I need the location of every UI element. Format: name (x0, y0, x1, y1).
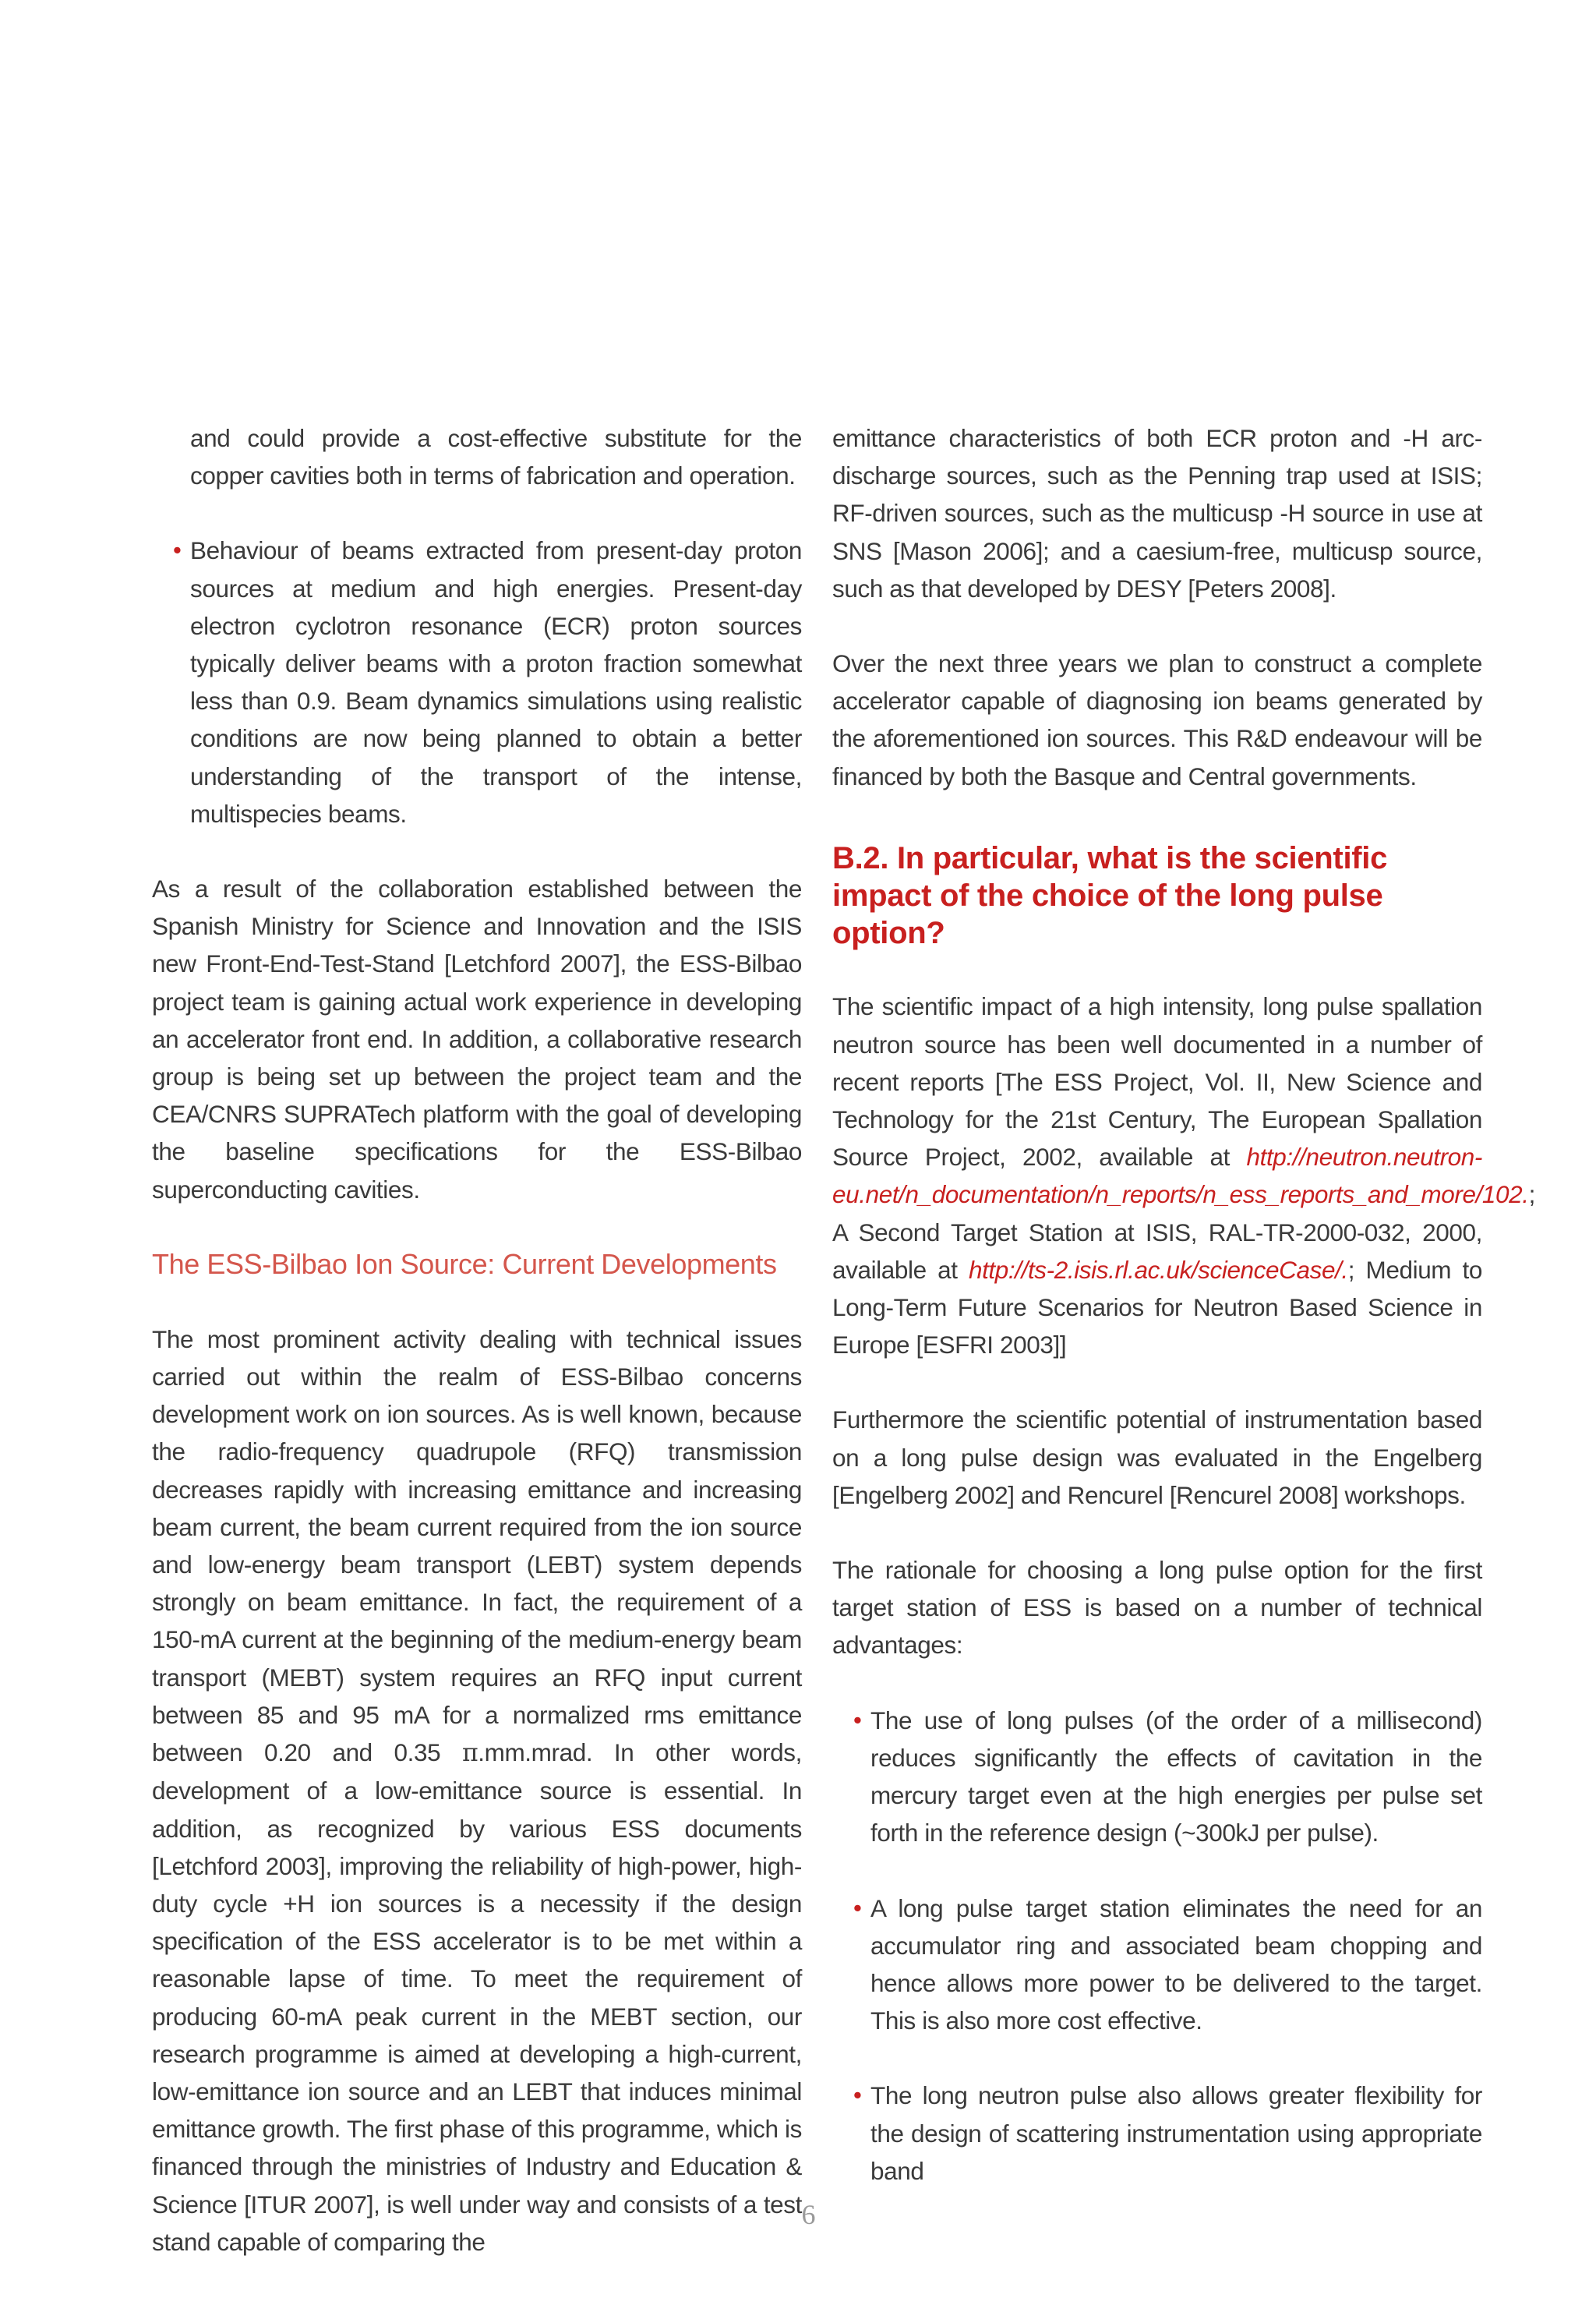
paragraph-text: .mm.mrad. In other words, development of a low-emittance source is essential. In addition, as recognized by various ESS documents [Letchford 2003], improving the reliability of high-power, high-duty cycle +H ion sources is a necessity if the design specification of the ESS accelerator is to be met within a reasonable lapse of time. To meet the requirement of producing 60-mA peak current in the MEBT section, our research programme is aimed at developing a high-current, low-emittance ion source and an LEBT that induces minimal emittance growth. The first phase of this programme, which is financed through the ministries of Industry and Education & Science [ITUR 2007], is well under way and consists of a test stand capable of comparing the (152, 1738, 802, 2256)
bullet-text: The long neutron pulse also allows greater flexibility for the design of scattering instrumentation using appropriate band (870, 2081, 1482, 2185)
paragraph-text: The most prominent activity dealing with technical issues carried out within the realm of ESS-Bilbao concerns development work on ion sources. As is well known, because the radio-frequency quadrupole (RFQ) transmission decreases rapidly with increasing emittance and increasing beam current, the beam current required from the ion source and low-energy beam transport (LEBT) system depends strongly on beam emittance. In fact, the requirement of a 150-mA current at the beginning of the medium-energy beam transport (MEBT) system requires an RFQ input current between 85 and 95 mA for a normalized rms emittance between 0.20 and 0.35 (152, 1324, 802, 1767)
bullet-icon: • (853, 2081, 862, 2109)
paragraph-rationale: The rationale for choosing a long pulse option for the first target station of ESS is based on a number of technical advantages: (832, 1556, 1482, 1660)
paragraph-ion-source (152, 1320, 802, 2261)
paragraph-plan: Over the next three years we plan to construct a complete accelerator capable of diagnosing ion beams generated by the aforementioned ion sources. This R&D endeavour will be financed by both the Basque and Central governments. (832, 649, 1482, 790)
bullet-item (832, 1702, 1482, 1852)
paragraph-collaboration: As a result of the collaboration established between the Spanish Ministry for Science and Innovation and the ISIS new Front-End-Test-Stand [Letchford 2007], the ESS-Bilbao project team is gaining actual work experience in developing an accelerator front end. In addition, a collaborative research group is being set up between the project team and the CEA/CNRS SUPRATech platform with the goal of developing the baseline specifications for the ESS-Bilbao superconducting cavities. (152, 875, 802, 1204)
paragraph-furthermore: Furthermore the scientific potential of instrumentation based on a long pulse design was evaluated in the Engelberg [Engelberg 2002] and Rencurel [Rencurel 2008] workshops. (832, 1405, 1482, 1509)
paragraph-text: ; A Second Target Station at ISIS, RAL-TR-2000-032, 2000, available at (832, 1180, 1535, 1284)
bullet-text: Behaviour of beams extracted from present-day proton sources at medium and high energies. Present-day electron cyclotron resonance (ECR) proton sources typically deliver beams with a proton fraction somewhat less than 0.9. Beam dynamics simulations using realistic conditions are now being planned to obtain a better understanding of the transport of the intense, multispecies beams. (190, 536, 802, 828)
page-number: 6 (801, 2199, 816, 2230)
right-column (832, 419, 1535, 2227)
paragraph-text: The scientific impact of a high intensity, long pulse spallation neutron source has been well documented in a number of recent reports [The ESS Project, Vol. II, New Science and Technology for the 21st Century, The European Spallation Source Project, 2002, available at (832, 992, 1482, 1172)
bullet-icon: • (173, 536, 182, 564)
subsection-heading: The ESS-Bilbao Ion Source: Current Developments (152, 1247, 777, 1280)
bullet-item (832, 2077, 1482, 2190)
left-column (152, 419, 802, 2298)
bullet-text: A long pulse target station eliminates the need for an accumulator ring and associated beam chopping and hence allows more power to be delivered to the target. This is also more cost effective. (870, 1893, 1482, 2035)
paragraph-text: ; Medium to Long-Term Future Scenarios for Neutron Based Science in Europe [ESFRI 2003]] (832, 1255, 1482, 1359)
bullet-icon: • (853, 1706, 862, 1734)
pi-symbol: π (461, 1739, 478, 1768)
section-heading: B.2. In particular, what is the scientific impact of the choice of the long pulse option? (832, 840, 1388, 951)
bullet-text: The use of long pulses (of the order of a millisecond) reduces significantly the effects of cavitation in the mercury target even at the high energies per pulse set forth in the reference design (~300kJ per pulse). (870, 1706, 1482, 1847)
continuation-paragraph: emittance characteristics of both ECR proton and -H arc-discharge sources, such as the Penning trap used at ISIS; RF-driven sources, such as the multicusp -H source in use at SNS [Mason 2006]; and a caesium-free, multicusp source, such as that developed by DESY [Peters 2008]. (832, 424, 1482, 603)
bullet-icon: • (853, 1893, 862, 1921)
isis-science-case-link[interactable]: http://ts-2.isis.rl.ac.uk/scienceCase/. (968, 1255, 1348, 1284)
ess-report-link[interactable]: http://neutron.neutron-eu.net/n_documentation/n_reports/n_ess_reports_and_more/102. (832, 1143, 1529, 1209)
paragraph-impact (832, 988, 1535, 1363)
bullet-item (152, 532, 802, 833)
continuation-paragraph: and could provide a cost-effective substitute for the copper cavities both in terms of fabrication and operation. (190, 424, 802, 490)
bullet-item (832, 1890, 1482, 2040)
